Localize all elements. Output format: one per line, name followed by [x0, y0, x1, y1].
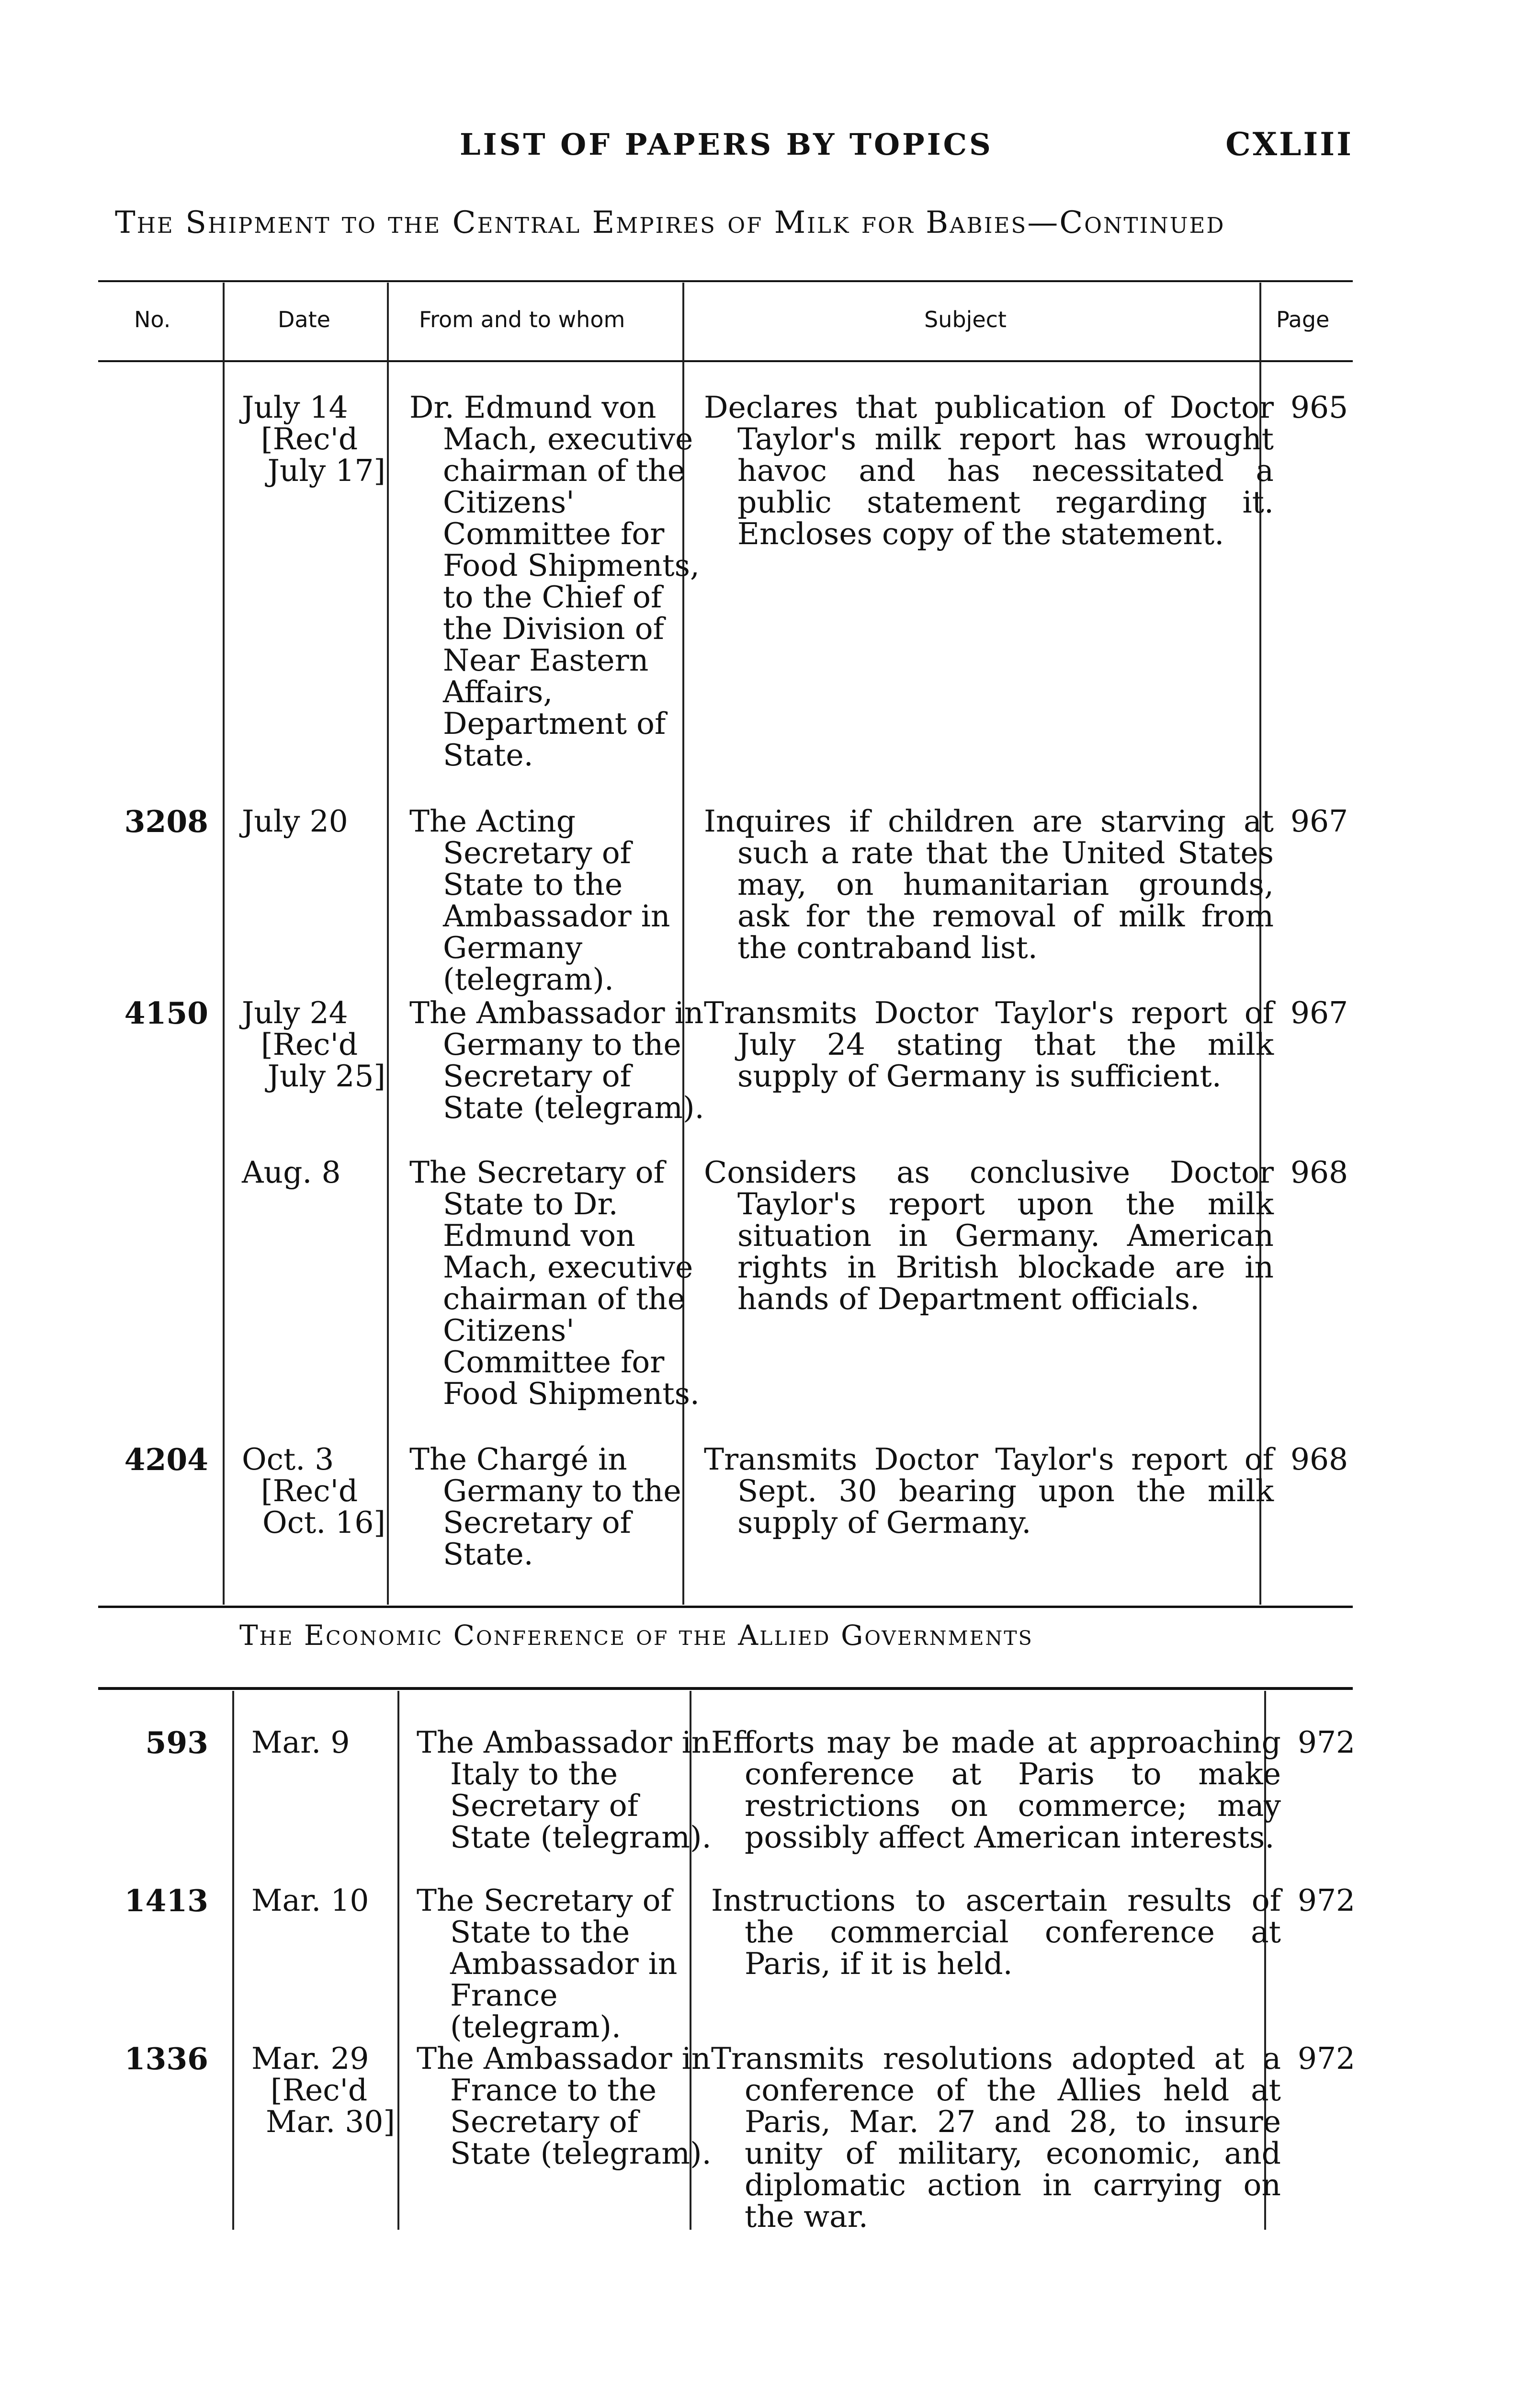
row-date: [251, 1727, 395, 1758]
date-line: [Rec'd: [261, 1473, 358, 1508]
row-number: 1413: [124, 1883, 208, 1918]
row-from-to: Dr. Edmund von Mach, executive chairman of the Citizens' Committee for Food Shipments, to the Chief of the Division of Near Eastern Affairs, Department of State.: [409, 390, 700, 773]
date-line: Mar. 10: [251, 1883, 369, 1918]
running-head: LIST OF PAPERS BY TOPICS: [460, 127, 993, 162]
column-header-date: Date: [278, 307, 330, 332]
row-page: 967: [1290, 995, 1348, 1030]
row-from-to: The Chargé in Germany to the Secretary of State.: [409, 1442, 681, 1572]
row-date: [242, 997, 385, 1092]
date-line: [Rec'd: [261, 1027, 358, 1062]
row-date: [251, 1885, 395, 1916]
row-subject: Inquires if children are starving at such a rate that the United States may, on humanitarian grounds, ask for the removal of milk from the contraband list.: [704, 804, 1274, 965]
row-subject: Considers as conclusive Doctor Taylor's report upon the milk situation in Germany. American rights in British blockade are in hands of Department officials.: [704, 1155, 1274, 1316]
date-line: July 24: [242, 995, 348, 1030]
date-line: Mar. 30]: [265, 2104, 395, 2139]
row-date: [251, 2043, 395, 2138]
column-divider: [232, 1691, 234, 2230]
row-from-to: The Secretary of State to Dr. Edmund von Mach, executive chairman of the Citizens' Committee for Food Shipments.: [409, 1155, 700, 1411]
date-line: [Rec'd: [271, 2073, 368, 2108]
row-subject: Declares that publication of Doctor Taylor's milk report has wrought havoc and has necessitated a public statement regarding it. Encloses copy of the statement.: [704, 390, 1274, 551]
row-subject: Transmits resolutions adopted at a conference of the Allies held at Paris, Mar. 27 and 28, to insure unity of military, economic, and diplomatic action in carrying on the war.: [711, 2041, 1281, 2234]
column-header-subject: Subject: [924, 307, 1007, 332]
date-line: [Rec'd: [261, 422, 358, 456]
date-line: July 25]: [267, 1059, 385, 1094]
column-divider: [387, 283, 389, 1605]
row-number: 4204: [124, 1442, 208, 1477]
row-date: [242, 806, 385, 837]
row-from-to: The Ambassador in France to the Secretary of State (telegram).: [417, 2041, 712, 2171]
row-date: [242, 1444, 385, 1539]
table-bottom-rule: [98, 1606, 1353, 1608]
row-from-to: The Secretary of State to the Ambassador in France (telegram).: [417, 1883, 678, 2044]
row-page: 972: [1297, 2041, 1356, 2076]
section-title: The Economic Conference of the Allied Governments: [239, 1619, 1033, 1652]
row-date: [242, 1157, 385, 1188]
row-page: 972: [1297, 1725, 1356, 1760]
date-line: July 14: [242, 390, 348, 425]
row-number: 1336: [124, 2041, 208, 2076]
column-divider: [223, 283, 225, 1605]
row-date: [242, 392, 385, 487]
row-number: 593: [145, 1725, 208, 1760]
column-header-no: No.: [134, 307, 171, 332]
row-page: 972: [1297, 1883, 1356, 1918]
page-number: CXLIII: [1225, 125, 1353, 163]
date-line: Mar. 29: [251, 2041, 369, 2076]
row-from-to: The Acting Secretary of State to the Ambassador in Germany (telegram).: [409, 804, 670, 997]
date-line: Oct. 16]: [262, 1505, 385, 1540]
row-from-to: The Ambassador in Italy to the Secretary of State (telegram).: [417, 1725, 712, 1855]
column-header-from-to: From and to whom: [419, 307, 625, 332]
table-top-rule: [98, 1687, 1353, 1690]
row-page: 965: [1290, 390, 1348, 425]
date-line: Aug. 8: [242, 1155, 341, 1190]
column-header-page: Page: [1276, 307, 1330, 332]
date-line: Oct. 3: [242, 1442, 334, 1477]
table-top-rule: [98, 280, 1353, 282]
row-subject: Instructions to ascertain results of the commercial conference at Paris, if it is held.: [711, 1883, 1281, 1981]
row-number: 3208: [124, 804, 208, 839]
column-divider: [397, 1691, 399, 2230]
row-subject: Transmits Doctor Taylor's report of July 24 stating that the milk supply of Germany is sufficient.: [704, 995, 1274, 1094]
date-line: July 20: [242, 804, 348, 839]
date-line: July 17]: [267, 453, 385, 488]
date-line: Mar. 9: [251, 1725, 350, 1760]
row-subject: Efforts may be made at approaching conference at Paris to make restrictions on commerce; may possibly affect American interests.: [711, 1725, 1281, 1855]
row-page: 968: [1290, 1442, 1348, 1477]
section-title: The Shipment to the Central Empires of Milk for Babies—Continued: [115, 205, 1225, 240]
row-subject: Transmits Doctor Taylor's report of Sept. 30 bearing upon the milk supply of Germany.: [704, 1442, 1274, 1540]
table-header-rule: [98, 360, 1353, 362]
row-number: 4150: [124, 995, 208, 1031]
row-from-to: The Ambassador in Germany to the Secretary of State (telegram).: [409, 995, 704, 1125]
row-page: 968: [1290, 1155, 1348, 1190]
row-page: 967: [1290, 804, 1348, 839]
